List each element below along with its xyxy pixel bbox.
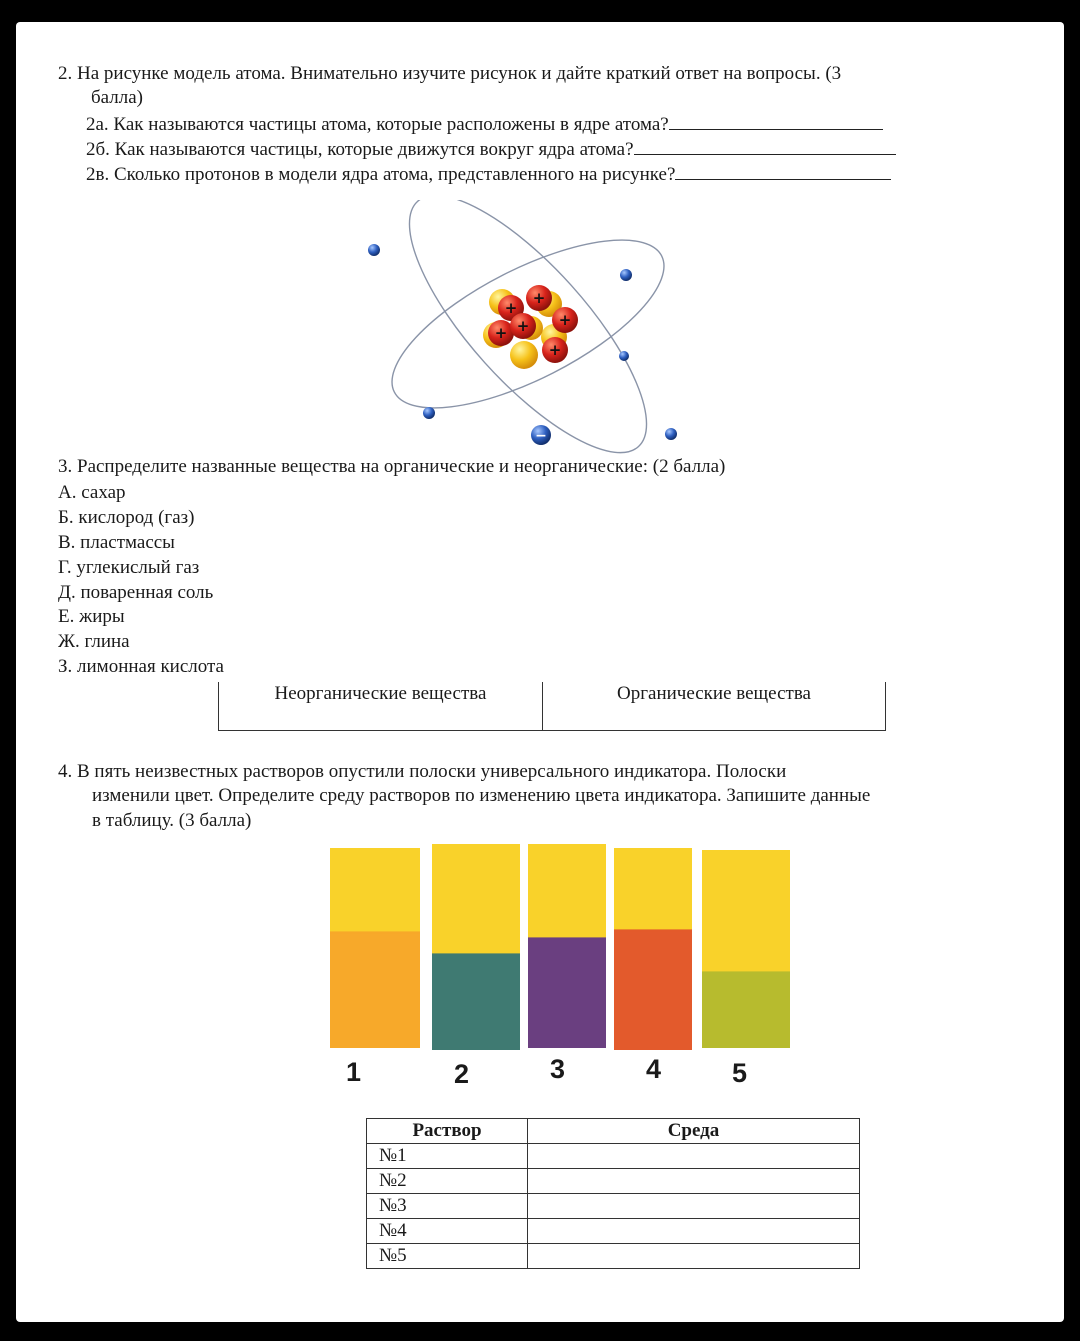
- strip-1-edge: [330, 931, 420, 934]
- q2-line2: балла): [91, 87, 143, 108]
- q3-table: [218, 682, 886, 731]
- nucleus: [483, 285, 578, 369]
- q2a-text: 2а. Как называются частицы атома, которые расположены в ядре атома?: [86, 114, 669, 135]
- header-solution: Раствор: [367, 1119, 528, 1144]
- table-row: [367, 1244, 860, 1269]
- atom-model: [356, 200, 696, 462]
- q2-line1: 2. На рисунке модель атома. Внимательно изучите рисунок и дайте краткий ответ на вопросы. (3: [58, 63, 842, 84]
- electron-sign: −: [535, 428, 547, 444]
- header-environment: Среда: [528, 1119, 860, 1144]
- q3-item: З. лимонная кислота: [58, 656, 224, 677]
- environment-answer-cell[interactable]: [528, 1219, 860, 1244]
- solution-cell: №2: [367, 1169, 528, 1194]
- environment-answer-cell[interactable]: [528, 1144, 860, 1169]
- table-row: [367, 1219, 860, 1244]
- table-row: [367, 1169, 860, 1194]
- q2a-answer-blank[interactable]: [669, 111, 883, 130]
- q3-item: Д. поваренная соль: [58, 582, 214, 603]
- worksheet-page: [16, 22, 1064, 1322]
- q2c-text: 2в. Сколько протонов в модели ядра атома, представленного на рисунке?: [86, 164, 676, 185]
- strip-2-edge: [432, 953, 520, 956]
- strip-2-unreacted: [432, 844, 520, 954]
- strip-2-reacted: [432, 954, 520, 1050]
- proton-sign: +: [532, 289, 546, 307]
- strip-5-unreacted: [702, 850, 790, 972]
- strip-4-unreacted: [614, 848, 692, 930]
- q2c-answer-blank[interactable]: [675, 161, 891, 180]
- solution-cell: №3: [367, 1194, 528, 1219]
- proton-sign: +: [548, 341, 562, 359]
- strip-4-reacted: [614, 930, 692, 1050]
- electron: [665, 428, 677, 440]
- strip-label: 2: [454, 1059, 470, 1089]
- q3-item: В. пластмассы: [58, 532, 175, 553]
- indicator-strips: [324, 840, 794, 1050]
- q4-line2: изменили цвет. Определите среду растворов по изменению цвета индикатора. Запишите данные: [92, 785, 871, 806]
- q2b-answer-blank[interactable]: [634, 136, 896, 155]
- strip-4-edge: [614, 929, 692, 932]
- strip-1-unreacted: [330, 848, 420, 932]
- strip-1-reacted: [330, 932, 420, 1048]
- solution-cell: №4: [367, 1219, 528, 1244]
- strip-label: 5: [732, 1058, 748, 1088]
- neutron: [510, 341, 538, 369]
- electron: [619, 351, 629, 361]
- proton-sign: +: [558, 311, 572, 329]
- solution-cell: №5: [367, 1244, 528, 1269]
- strip-3-reacted: [528, 938, 606, 1048]
- strip-5-edge: [702, 971, 790, 974]
- strip-3-unreacted: [528, 844, 606, 938]
- q3-item: Е. жиры: [58, 606, 125, 627]
- strip-5-reacted: [702, 972, 790, 1048]
- q3-title: 3. Распределите названные вещества на органические и неорганические: (2 балла): [58, 456, 726, 477]
- environment-table: [366, 1118, 860, 1269]
- electron: [423, 407, 435, 419]
- q2c-question: [86, 161, 891, 187]
- q4-line3: в таблицу. (3 балла): [92, 810, 252, 831]
- electron: [368, 244, 380, 256]
- q3-item: А. сахар: [58, 482, 126, 503]
- strip-label: 1: [346, 1057, 362, 1087]
- table-row: [367, 1194, 860, 1219]
- proton-sign: +: [516, 317, 530, 335]
- environment-answer-cell[interactable]: [528, 1194, 860, 1219]
- q3-item: Ж. глина: [58, 631, 130, 652]
- strip-3-edge: [528, 937, 606, 940]
- proton-sign: +: [504, 299, 518, 317]
- q3-header-organic: Органические вещества: [617, 683, 811, 704]
- strip-label: 3: [550, 1054, 566, 1084]
- q2b-question: [86, 136, 896, 162]
- table-row: [367, 1144, 860, 1169]
- environment-answer-cell[interactable]: [528, 1169, 860, 1194]
- q4-line1: 4. В пять неизвестных растворов опустили полоски универсального индикатора. Полоски: [58, 761, 787, 782]
- proton-sign: +: [494, 324, 508, 342]
- q3-item: Б. кислород (газ): [58, 507, 195, 528]
- strip-label: 4: [646, 1054, 662, 1084]
- electron: [620, 269, 632, 281]
- q2a-question: [86, 111, 883, 137]
- environment-answer-cell[interactable]: [528, 1244, 860, 1269]
- solution-cell: №1: [367, 1144, 528, 1169]
- q2b-text: 2б. Как называются частицы, которые движутся вокруг ядра атома?: [86, 139, 634, 160]
- q3-item: Г. углекислый газ: [58, 557, 200, 578]
- q3-header-inorganic: Неорганические вещества: [274, 683, 487, 704]
